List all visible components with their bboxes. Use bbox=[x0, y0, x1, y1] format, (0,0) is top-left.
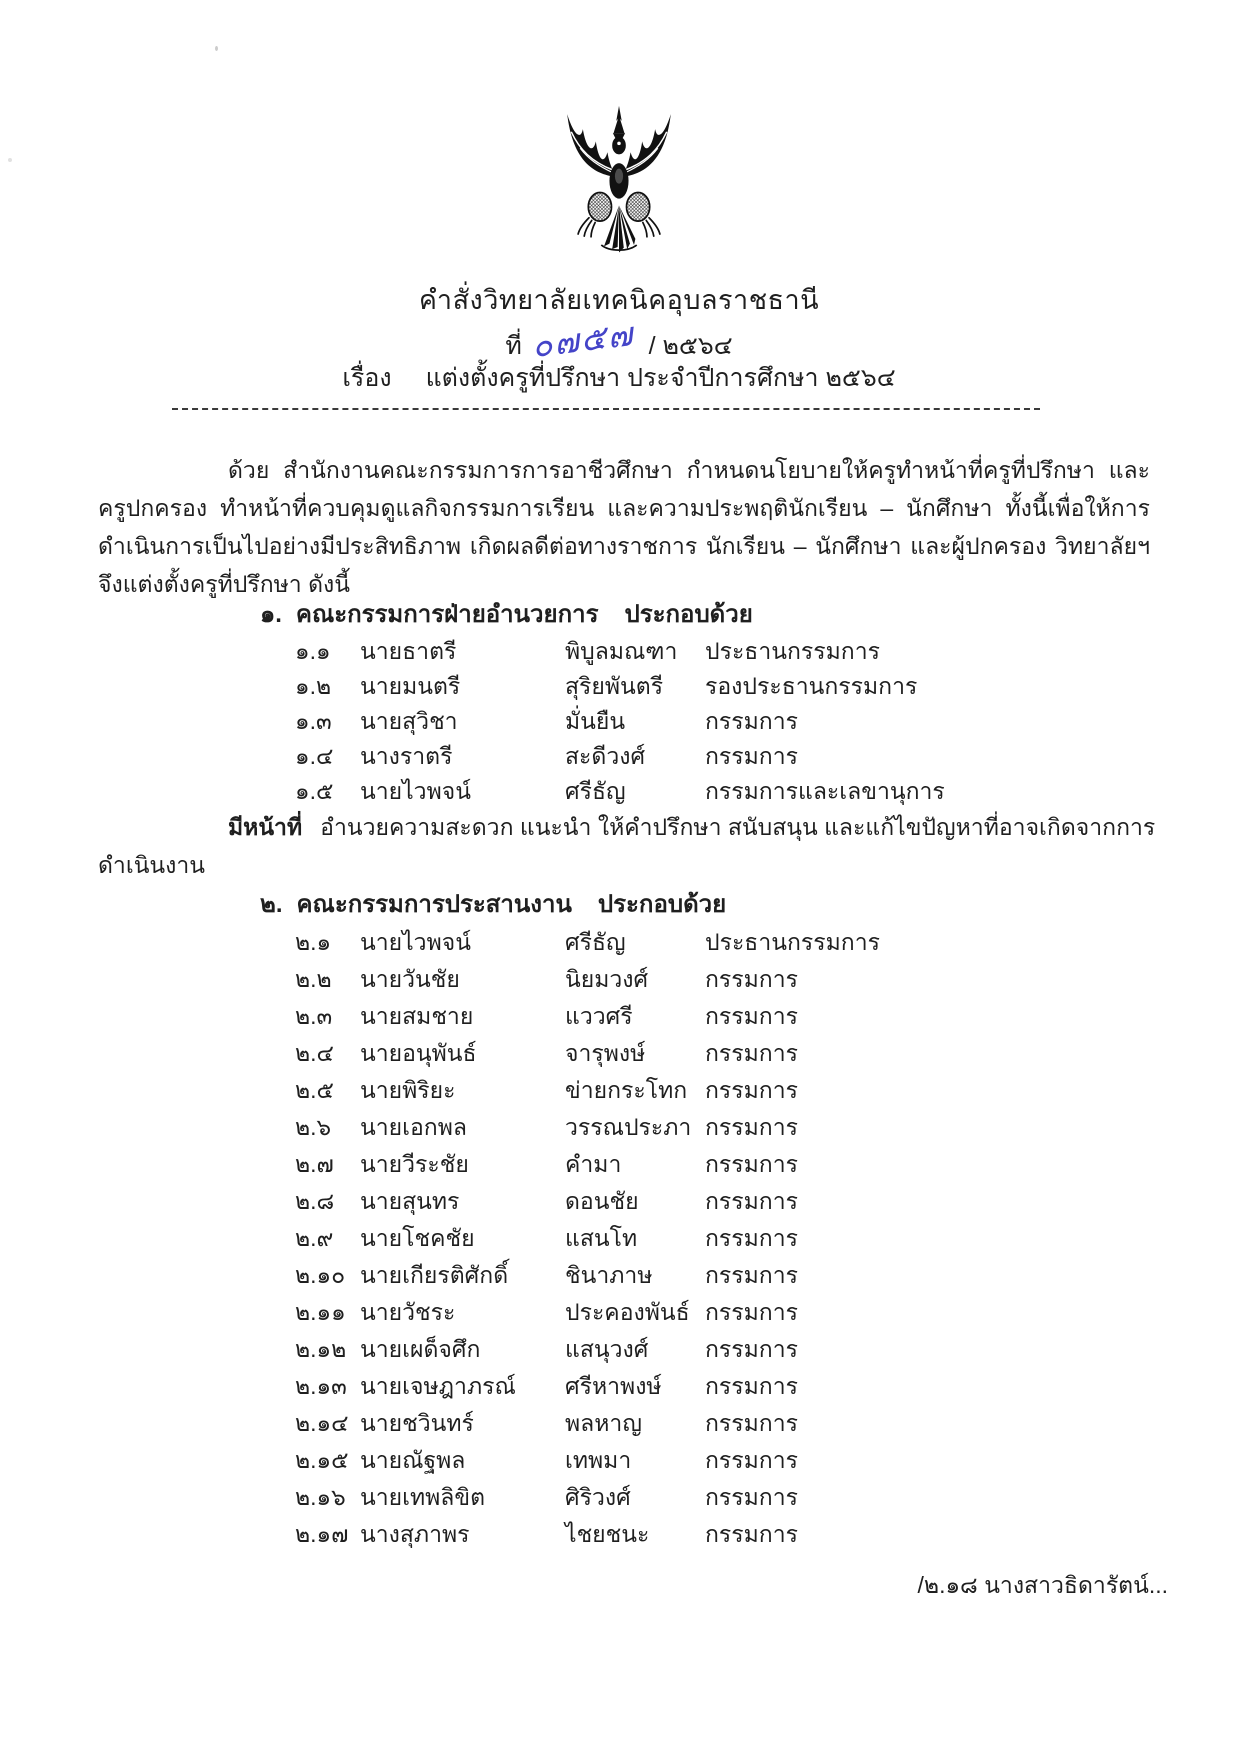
member-surname: ศรีหาพงษ์ bbox=[565, 1373, 662, 1399]
member-first-name: นายณัฐพล bbox=[360, 1447, 466, 1473]
member-first-name: นางราตรี bbox=[360, 743, 453, 769]
member-row bbox=[295, 998, 1150, 1035]
member-first-name: นายเจษฎาภรณ์ bbox=[360, 1373, 516, 1399]
member-number: ๒.๑๓ bbox=[295, 1373, 347, 1399]
member-number: ๒.๗ bbox=[295, 1151, 334, 1177]
member-row bbox=[295, 924, 1150, 961]
member-role: กรรมการ bbox=[705, 743, 798, 769]
member-row bbox=[295, 1035, 1150, 1072]
member-number: ๒.๑๑ bbox=[295, 1299, 346, 1325]
member-number: ๒.๖ bbox=[295, 1114, 332, 1140]
member-row bbox=[295, 669, 1150, 704]
member-role: กรรมการ bbox=[705, 1410, 798, 1436]
next-page-note: /๒.๑๘ นางสาวธิดารัตน์... bbox=[917, 1572, 1168, 1598]
member-row bbox=[295, 1516, 1150, 1553]
member-surname: ศรีธัญ bbox=[565, 778, 626, 804]
document-title: คำสั่งวิทยาลัยเทคนิคอุบลราชธานี bbox=[418, 285, 820, 315]
member-surname: พลหาญ bbox=[565, 1410, 642, 1436]
member-first-name: นายวันชัย bbox=[360, 966, 460, 992]
member-role: กรรมการ bbox=[705, 1188, 798, 1214]
member-role: กรรมการ bbox=[705, 1040, 798, 1066]
member-first-name: นายไวพจน์ bbox=[360, 778, 471, 804]
member-first-name: นายธาตรี bbox=[360, 638, 457, 664]
member-surname: เทพมา bbox=[565, 1447, 632, 1473]
section-title: คณะกรรมการประสานงาน bbox=[296, 891, 572, 918]
member-number: ๑.๓ bbox=[295, 708, 332, 734]
member-surname: สุริยพันตรี bbox=[565, 673, 664, 699]
duty-text: อำนวยความสะดวก แนะนำ ให้คำปรึกษา สนับสนุน และแก้ไขปัญหาที่อาจเกิดจากการ bbox=[320, 814, 1156, 840]
doc-no-prefix: ที่ bbox=[505, 332, 522, 360]
member-row bbox=[295, 1331, 1150, 1368]
member-row bbox=[295, 1146, 1150, 1183]
member-number: ๒.๙ bbox=[295, 1225, 334, 1251]
member-role: กรรมการ bbox=[705, 1077, 798, 1103]
member-number: ๑.๒ bbox=[295, 673, 332, 699]
section-suffix: ประกอบด้วย bbox=[597, 891, 727, 918]
member-surname: วรรณประภา bbox=[565, 1114, 692, 1140]
member-first-name: นายเผด็จศึก bbox=[360, 1336, 481, 1362]
subject-line bbox=[0, 358, 1238, 398]
member-row bbox=[295, 739, 1150, 774]
duty-line bbox=[98, 810, 1156, 846]
member-first-name: นายวัชระ bbox=[360, 1299, 456, 1325]
member-first-name: นายสมชาย bbox=[360, 1003, 474, 1029]
member-surname: ศิริวงศ์ bbox=[565, 1484, 631, 1510]
handwritten-doc-number: ๐๗๕๗ bbox=[529, 314, 637, 365]
member-role: กรรมการ bbox=[705, 1151, 798, 1177]
intro-paragraph: ด้วย สำนักงานคณะกรรมการการอาชีวศึกษา กำหนดนโยบายให้ครูทำหน้าที่ครูที่ปรึกษา และครูปกครอง ทำหน้าที่ควบคุมดูแลกิจกรรมการเรียน และความประพฤตินักเรียน – นักศึกษา ทั้งนี้เพื่อให้การดำเนินการเป็นไปอย่างมีประสิทธิภาพ เกิดผลดีต่อทางราชการ นักเรียน – นักศึกษา และผู้ปกครอง วิทยาลัยฯ จึงแต่งตั้งครูที่ปรึกษา ดังนี้ bbox=[98, 457, 1150, 597]
header-divider-line bbox=[172, 408, 1040, 410]
doc-no-year: / ๒๕๖๔ bbox=[648, 332, 733, 360]
member-row bbox=[295, 634, 1150, 669]
member-role: กรรมการ bbox=[705, 1336, 798, 1362]
section-number: ๒. bbox=[260, 891, 283, 918]
member-number: ๒.๑๗ bbox=[295, 1521, 349, 1547]
scan-speck bbox=[8, 158, 12, 162]
member-role: กรรมการ bbox=[705, 1299, 798, 1325]
member-row bbox=[295, 1109, 1150, 1146]
member-first-name: นายพิริยะ bbox=[360, 1077, 456, 1103]
member-row bbox=[295, 1072, 1150, 1109]
member-row bbox=[295, 961, 1150, 998]
member-role: กรรมการ bbox=[705, 1484, 798, 1510]
member-surname: แสนุวงศ์ bbox=[565, 1336, 649, 1362]
member-row bbox=[295, 1220, 1150, 1257]
member-first-name: นางสุภาพร bbox=[360, 1521, 470, 1547]
committee-2-member-list bbox=[98, 924, 1150, 1553]
member-surname: สะดีวงศ์ bbox=[565, 743, 646, 769]
member-number: ๒.๕ bbox=[295, 1077, 334, 1103]
section-suffix: ประกอบด้วย bbox=[624, 601, 753, 628]
member-role: รองประธานกรรมการ bbox=[705, 673, 918, 699]
subject-label: เรื่อง bbox=[342, 364, 392, 392]
subject-text: แต่งตั้งครูที่ปรึกษา ประจำปีการศึกษา ๒๕๖๔ bbox=[425, 364, 896, 392]
member-row bbox=[295, 774, 1150, 809]
scan-speck bbox=[215, 46, 218, 51]
garuda-emblem bbox=[544, 103, 694, 267]
member-surname: ข่ายกระโทก bbox=[565, 1077, 688, 1103]
member-number: ๒.๑๖ bbox=[295, 1484, 346, 1510]
member-number: ๒.๑๕ bbox=[295, 1447, 349, 1473]
member-first-name: นายสุนทร bbox=[360, 1188, 460, 1214]
section-2-heading bbox=[260, 884, 726, 923]
member-role: กรรมการ bbox=[705, 1114, 798, 1140]
member-row bbox=[295, 1479, 1150, 1516]
member-first-name: นายมนตรี bbox=[360, 673, 461, 699]
member-surname: มั่นยืน bbox=[565, 708, 626, 734]
section-title: คณะกรรมการฝ่ายอำนวยการ bbox=[295, 601, 599, 628]
member-role: ประธานกรรมการ bbox=[705, 929, 880, 955]
member-role: กรรมการ bbox=[705, 1003, 798, 1029]
member-first-name: นายโชคชัย bbox=[360, 1225, 475, 1251]
member-number: ๒.๔ bbox=[295, 1040, 334, 1066]
member-surname: นิยมวงศ์ bbox=[565, 966, 649, 992]
member-surname: คำมา bbox=[565, 1151, 622, 1177]
member-role: ประธานกรรมการ bbox=[705, 638, 880, 664]
member-number: ๑.๔ bbox=[295, 743, 334, 769]
committee-1-member-list bbox=[98, 634, 1150, 809]
member-number: ๒.๘ bbox=[295, 1188, 335, 1214]
member-surname: ศรีธัญ bbox=[565, 929, 626, 955]
member-role: กรรมการ bbox=[705, 1225, 798, 1251]
member-first-name: นายเกียรติศักดิ์ bbox=[360, 1262, 509, 1288]
member-surname: แววศรี bbox=[565, 1003, 633, 1029]
member-first-name: นายวีระชัย bbox=[360, 1151, 469, 1177]
member-role: กรรมการและเลขานุการ bbox=[705, 778, 945, 804]
member-row bbox=[295, 1405, 1150, 1442]
member-row bbox=[295, 1294, 1150, 1331]
member-number: ๑.๕ bbox=[295, 778, 334, 804]
member-row bbox=[295, 1442, 1150, 1479]
member-first-name: นายไวพจน์ bbox=[360, 929, 471, 955]
section-1-heading bbox=[260, 594, 753, 633]
member-role: กรรมการ bbox=[705, 1373, 798, 1399]
member-role: กรรมการ bbox=[705, 966, 798, 992]
member-number: ๒.๑๐ bbox=[295, 1262, 346, 1288]
member-row bbox=[295, 1257, 1150, 1294]
member-surname: ประคองพันธ์ bbox=[565, 1299, 690, 1325]
member-surname: พิบูลมณฑา bbox=[565, 638, 678, 664]
member-row bbox=[295, 1368, 1150, 1405]
member-first-name: นายอนุพันธ์ bbox=[360, 1040, 477, 1066]
member-number: ๒.๑๔ bbox=[295, 1410, 349, 1436]
member-row bbox=[295, 704, 1150, 739]
member-first-name: นายสุวิชา bbox=[360, 708, 458, 734]
member-number: ๒.๓ bbox=[295, 1003, 333, 1029]
member-number: ๒.๑ bbox=[295, 929, 332, 955]
member-role: กรรมการ bbox=[705, 1262, 798, 1288]
member-row bbox=[295, 1183, 1150, 1220]
member-first-name: นายชวินทร์ bbox=[360, 1410, 474, 1436]
member-surname: แสนโท bbox=[565, 1225, 638, 1251]
duty-label: มีหน้าที่ bbox=[228, 814, 303, 840]
member-surname: ไชยชนะ bbox=[565, 1521, 650, 1547]
member-role: กรรมการ bbox=[705, 1447, 798, 1473]
member-first-name: นายเทพลิขิต bbox=[360, 1484, 486, 1510]
member-surname: จารุพงษ์ bbox=[565, 1040, 646, 1066]
section-number: ๑. bbox=[260, 601, 282, 628]
member-first-name: นายเอกพล bbox=[360, 1114, 467, 1140]
member-number: ๒.๒ bbox=[295, 966, 332, 992]
duty-continuation: ดำเนินงาน bbox=[98, 852, 206, 878]
member-surname: ชินาภาษ bbox=[565, 1262, 653, 1288]
member-number: ๑.๑ bbox=[295, 638, 331, 664]
member-number: ๒.๑๒ bbox=[295, 1336, 347, 1362]
member-role: กรรมการ bbox=[705, 708, 798, 734]
member-surname: ดอนชัย bbox=[565, 1188, 639, 1214]
member-role: กรรมการ bbox=[705, 1521, 798, 1547]
